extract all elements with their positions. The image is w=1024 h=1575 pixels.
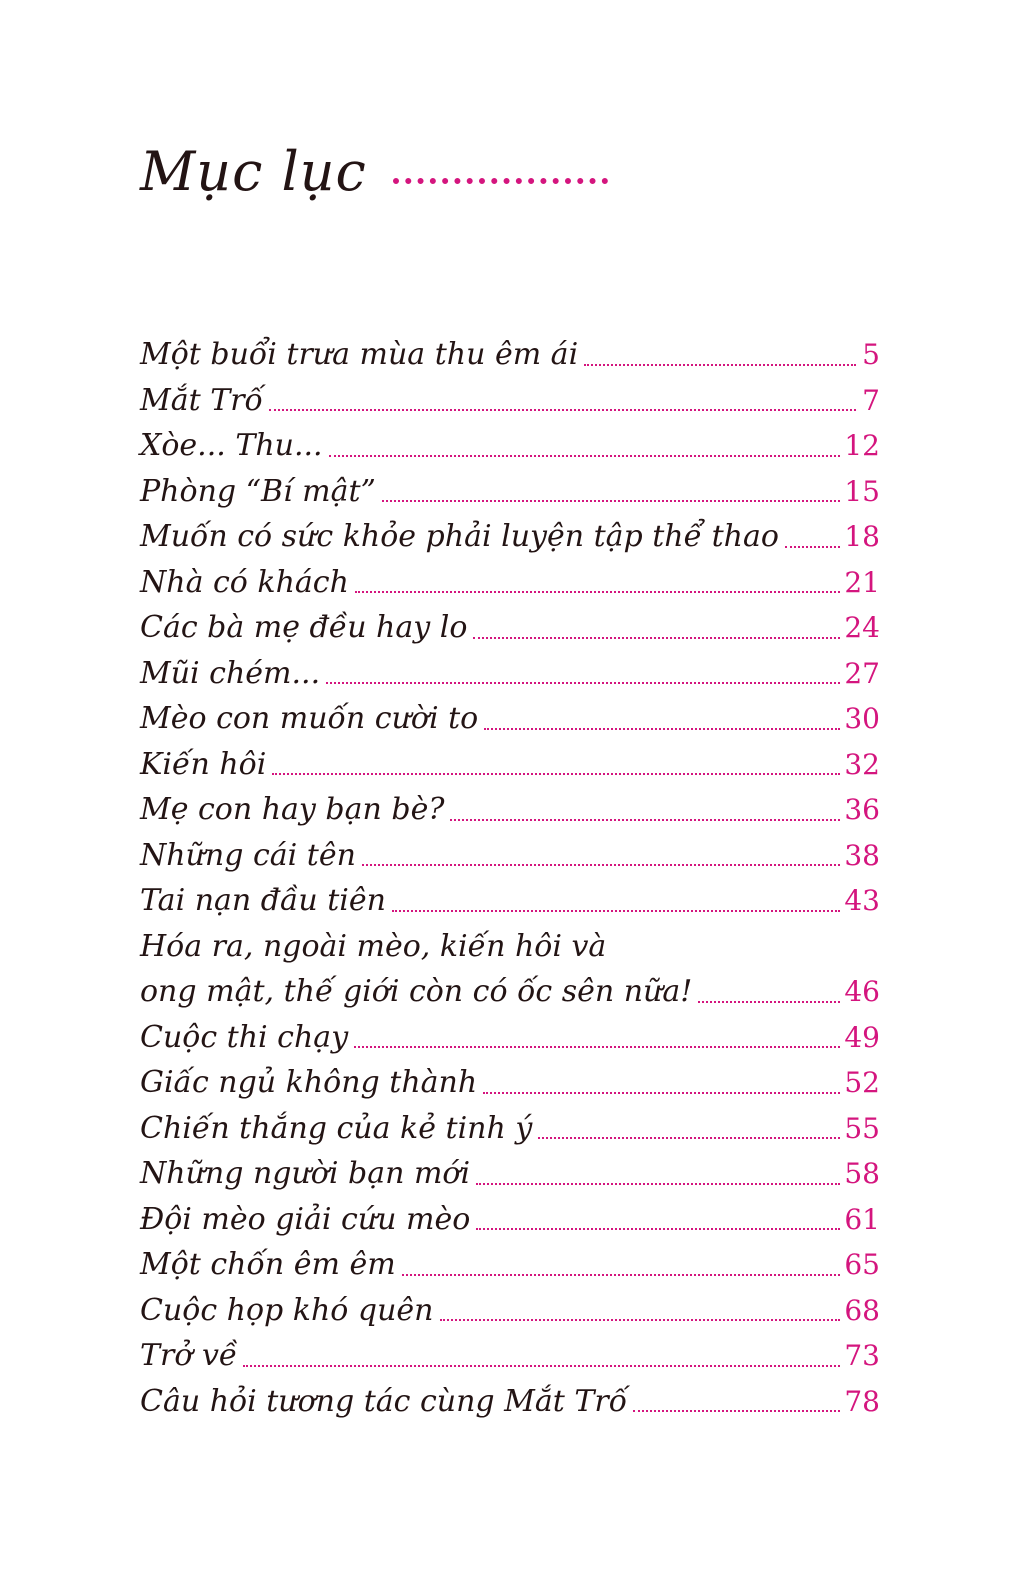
table-of-contents (140, 332, 880, 1424)
toc-entry-label: Kiến hôi (140, 746, 267, 782)
toc-page-number: 78 (844, 1384, 880, 1418)
toc-entry[interactable] (140, 878, 880, 924)
toc-page-number: 12 (844, 429, 880, 462)
toc-entry[interactable] (140, 1288, 880, 1334)
dotted-leader (354, 1046, 840, 1048)
toc-entry[interactable] (140, 514, 880, 560)
toc-entry[interactable] (140, 1242, 880, 1288)
toc-entry-label: Mũi chém... (140, 655, 321, 691)
dotted-leader (476, 1228, 840, 1230)
dotted-leader (272, 773, 840, 775)
toc-entry[interactable] (140, 1333, 880, 1379)
toc-entry-label: Nhà có khách (140, 564, 349, 600)
dotted-leader (473, 637, 840, 639)
toc-entry-label: Chiến thắng của kẻ tinh ý (140, 1110, 533, 1146)
dotted-leader (329, 455, 841, 457)
title-row (140, 140, 608, 210)
toc-page-number: 61 (844, 1202, 880, 1236)
toc-entry-label: Trở về (140, 1338, 238, 1373)
toc-page-number: 5 (862, 338, 880, 371)
toc-entry-label: Tai nạn đầu tiên (140, 883, 386, 918)
toc-entry-label: Giấc ngủ không thành (140, 1065, 478, 1100)
toc-page-number: 24 (844, 611, 880, 644)
toc-entry-label: Một chốn êm êm (140, 1247, 396, 1282)
toc-page-number: 65 (844, 1248, 880, 1281)
toc-entry[interactable] (140, 787, 880, 833)
toc-entry[interactable] (140, 1106, 880, 1152)
toc-page-number: 18 (844, 520, 880, 553)
page-title: Mục lục (140, 140, 367, 203)
toc-page-number: 38 (844, 838, 880, 872)
dotted-leader (402, 1274, 841, 1276)
dotted-leader (392, 910, 840, 912)
toc-entry-label-line1[interactable]: Hóa ra, ngoài mèo, kiến hôi và (140, 928, 607, 964)
toc-page-number: 32 (844, 747, 880, 781)
toc-entry[interactable] (140, 1151, 880, 1197)
dotted-leader (785, 546, 840, 548)
toc-entry-label: Muốn có sức khỏe phải luyện tập thể thao (140, 519, 779, 554)
toc-entry[interactable] (140, 651, 880, 697)
dotted-leader (698, 1001, 840, 1003)
toc-entry-label: Mèo con muốn cười to (140, 701, 479, 736)
toc-entry-label: Xòe... Thu... (140, 428, 323, 463)
dotted-leader (538, 1137, 840, 1139)
dotted-leader (440, 1319, 841, 1321)
toc-entry[interactable] (140, 332, 880, 378)
dotted-leader (476, 1183, 840, 1185)
toc-page-number: 73 (844, 1339, 880, 1372)
toc-entry-label: Một buổi trưa mùa thu êm ái (140, 337, 579, 372)
dotted-leader (584, 364, 856, 366)
toc-entry[interactable] (140, 605, 880, 651)
toc-entry-label: Cuộc họp khó quên (140, 1292, 434, 1328)
toc-page-number: 46 (844, 975, 880, 1008)
dotted-leader (326, 682, 840, 684)
toc-entry-label: Mắt Trố (140, 382, 263, 418)
toc-entry[interactable] (140, 423, 880, 469)
toc-page-number: 7 (862, 383, 880, 417)
dotted-leader (484, 728, 840, 730)
toc-entry-label: Những người bạn mới (140, 1156, 471, 1191)
toc-entry[interactable] (140, 469, 880, 515)
toc-page-number: 43 (844, 884, 880, 917)
toc-entry[interactable] (140, 742, 880, 788)
toc-page-number: 21 (844, 565, 880, 599)
toc-entry-label: Phòng “Bí mật” (140, 473, 376, 509)
dotted-leader (362, 864, 840, 866)
toc-entry[interactable] (140, 378, 880, 424)
toc-entry[interactable] (140, 969, 880, 1015)
toc-entry[interactable] (140, 1197, 880, 1243)
toc-page-number: 27 (844, 656, 880, 690)
dotted-leader (243, 1365, 840, 1367)
toc-entry-label: Đội mèo giải cứu mèo (140, 1201, 471, 1237)
toc-entry[interactable] (140, 1015, 880, 1061)
toc-entry[interactable] (140, 1379, 880, 1425)
toc-page-number: 55 (844, 1111, 880, 1145)
toc-page-number: 15 (844, 474, 880, 508)
title-dotted-rule (393, 170, 608, 184)
toc-entry-label: Mẹ con hay bạn bè? (140, 792, 445, 827)
toc-page-number: 30 (844, 702, 880, 735)
toc-entry-label: ong mật, thế giới còn có ốc sên nữa! (140, 974, 693, 1009)
toc-page-number: 36 (844, 793, 880, 826)
toc-page-number: 58 (844, 1157, 880, 1190)
toc-page-number: 68 (844, 1293, 880, 1327)
dotted-leader (382, 500, 840, 502)
toc-entry[interactable] (140, 833, 880, 879)
toc-entry[interactable] (140, 696, 880, 742)
dotted-leader (633, 1410, 840, 1412)
dotted-leader (355, 591, 840, 593)
toc-entry-label: Cuộc thi chạy (140, 1019, 349, 1055)
toc-entry[interactable] (140, 1060, 880, 1106)
dotted-leader (269, 409, 856, 411)
dotted-leader (483, 1092, 840, 1094)
toc-page-number: 49 (844, 1020, 880, 1054)
toc-page-number: 52 (844, 1066, 880, 1099)
toc-entry-label: Câu hỏi tương tác cùng Mắt Trố (140, 1383, 628, 1419)
toc-entry-label: Các bà mẹ đều hay lo (140, 610, 468, 645)
toc-entry-label: Những cái tên (140, 837, 356, 873)
dotted-leader (450, 819, 840, 821)
toc-entry[interactable] (140, 560, 880, 606)
